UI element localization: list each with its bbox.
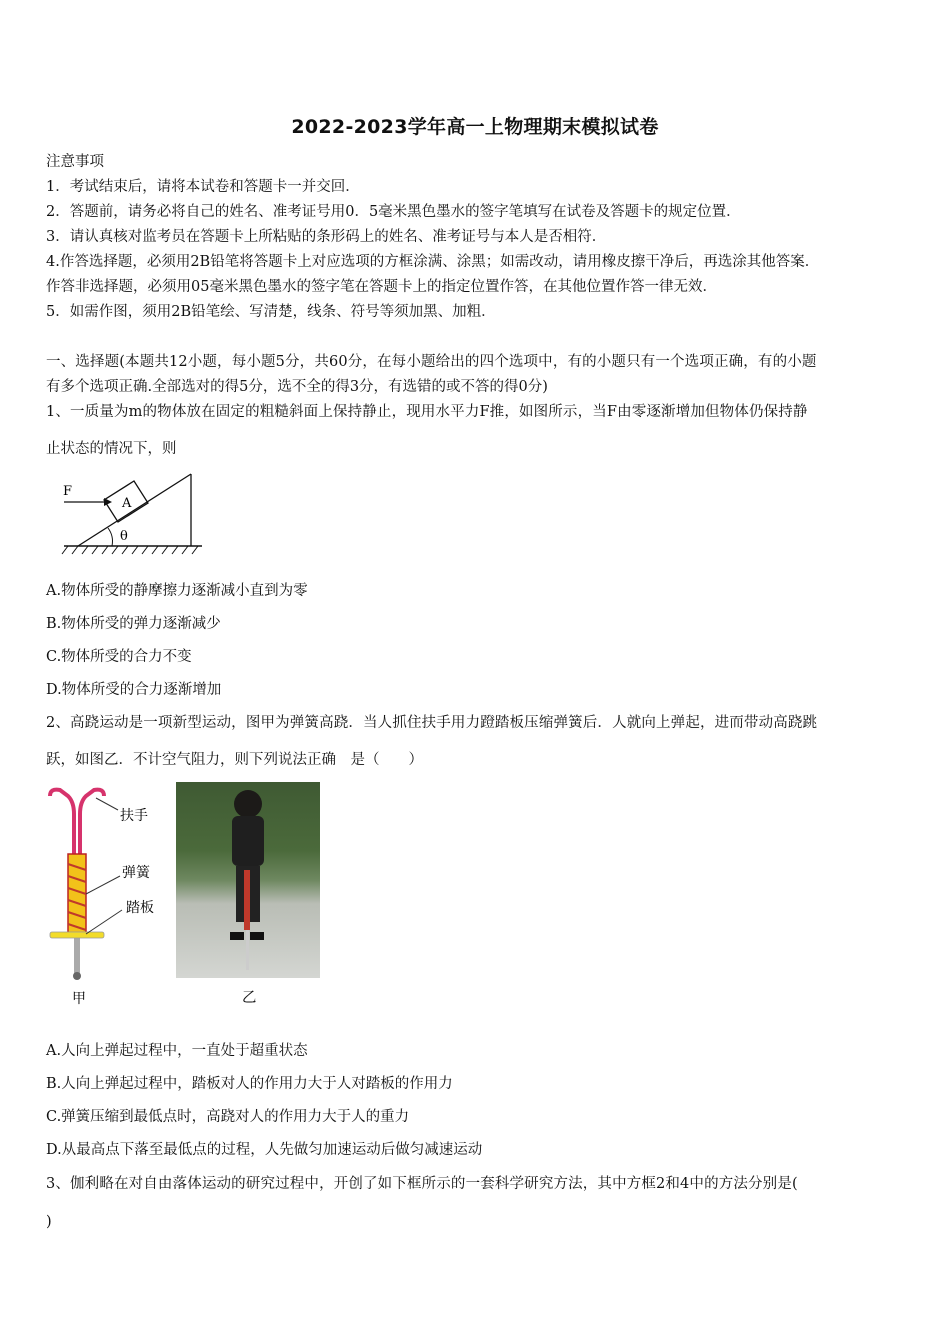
- q1-option-c: C.物体所受的合力不变: [46, 649, 192, 665]
- question-2-stem-cont: 跃，如图乙．不计空气阻力，则下列说法正确 是（ ）: [46, 752, 423, 768]
- q1-option-a: A.物体所受的静摩擦力逐渐减小直到为零: [46, 583, 308, 599]
- question-3-stem-cont: ): [46, 1214, 52, 1230]
- angle-label: θ: [120, 529, 128, 544]
- notice-item: 1．考试结束后，请将本试卷和答题卡一并交回．: [46, 179, 360, 195]
- figure-b-label: 乙: [242, 990, 257, 1006]
- notice-item: 4.作答选择题，必须用2B铅笔将答题卡上对应选项的方框涂满、涂黑；如需改动，请用橡皮擦干净后，再选涂其他答案．: [46, 254, 820, 270]
- q2-option-c: C.弹簧压缩到最低点时，高跷对人的作用力大于人的重力: [46, 1109, 410, 1125]
- handle-label: 扶手: [120, 808, 148, 824]
- question-3-stem: 3、伽利略在对自由落体运动的研究过程中，开创了如下框所示的一套科学研究方法，其中方框2和4中的方法分别是(: [46, 1176, 798, 1192]
- section-instructions: 一、选择题(本题共12小题，每小题5分，共60分，在每小题给出的四个选项中，有的小题只有一个选项正确，有的小题: [46, 354, 817, 370]
- notice-item: 3．请认真核对监考员在答题卡上所粘贴的条形码上的姓名、准考证号与本人是否相符．: [46, 229, 607, 245]
- q1-option-d: D.物体所受的合力逐渐增加: [46, 682, 222, 698]
- q2-option-a: A.人向上弹起过程中，一直处于超重状态: [46, 1043, 308, 1059]
- question-1-stem: 1、一质量为m的物体放在固定的粗糙斜面上保持静止，现用水平力F推，如图所示，当F由零逐渐增加但物体仍保持静: [46, 404, 808, 420]
- question-2-stem: 2、高跷运动是一项新型运动，图甲为弹簧高跷．当人抓住扶手用力蹬踏板压缩弹簧后．人就向上弹起，进而带动高跷跳: [46, 715, 818, 731]
- incline-figure: [60, 470, 205, 560]
- question-1-stem-cont: 止状态的情况下，则: [46, 441, 177, 457]
- q2-option-b: B.人向上弹起过程中，踏板对人的作用力大于人对踏板的作用力: [46, 1076, 453, 1092]
- pogo-stick-diagram: [40, 784, 170, 1009]
- notice-item: 作答非选择题，必须用05毫米黑色墨水的签字笔在答题卡上的指定位置作答，在其他位置作答一律无效．: [46, 279, 717, 295]
- notice-item: 2．答题前，请务必将自己的姓名、准考证号用0．5毫米黑色墨水的签字笔填写在试卷及答题卡的规定位置．: [46, 204, 741, 220]
- page-title: 2022-2023学年高一上物理期末模拟试卷: [291, 116, 659, 138]
- notice-heading: 注意事项: [46, 154, 104, 170]
- jumper-silhouette: [176, 782, 320, 978]
- block-label: A: [122, 496, 132, 511]
- pogo-jump-photo: [176, 782, 320, 978]
- q1-option-b: B.物体所受的弹力逐渐减少: [46, 616, 221, 632]
- force-label: F: [63, 484, 73, 499]
- spring-label: 弹簧: [122, 865, 150, 881]
- figure-a-label: 甲: [72, 991, 86, 1007]
- section-instructions-cont: 有多个选项正确.全部选对的得5分，选不全的得3分，有选错的或不答的得0分): [46, 379, 548, 395]
- pedal-label: 踏板: [126, 900, 154, 916]
- notice-item: 5．如需作图，须用2B铅笔绘、写清楚，线条、符号等须加黑、加粗．: [46, 304, 496, 320]
- q2-option-d: D.从最高点下落至最低点的过程，人先做匀加速运动后做匀减速运动: [46, 1142, 483, 1158]
